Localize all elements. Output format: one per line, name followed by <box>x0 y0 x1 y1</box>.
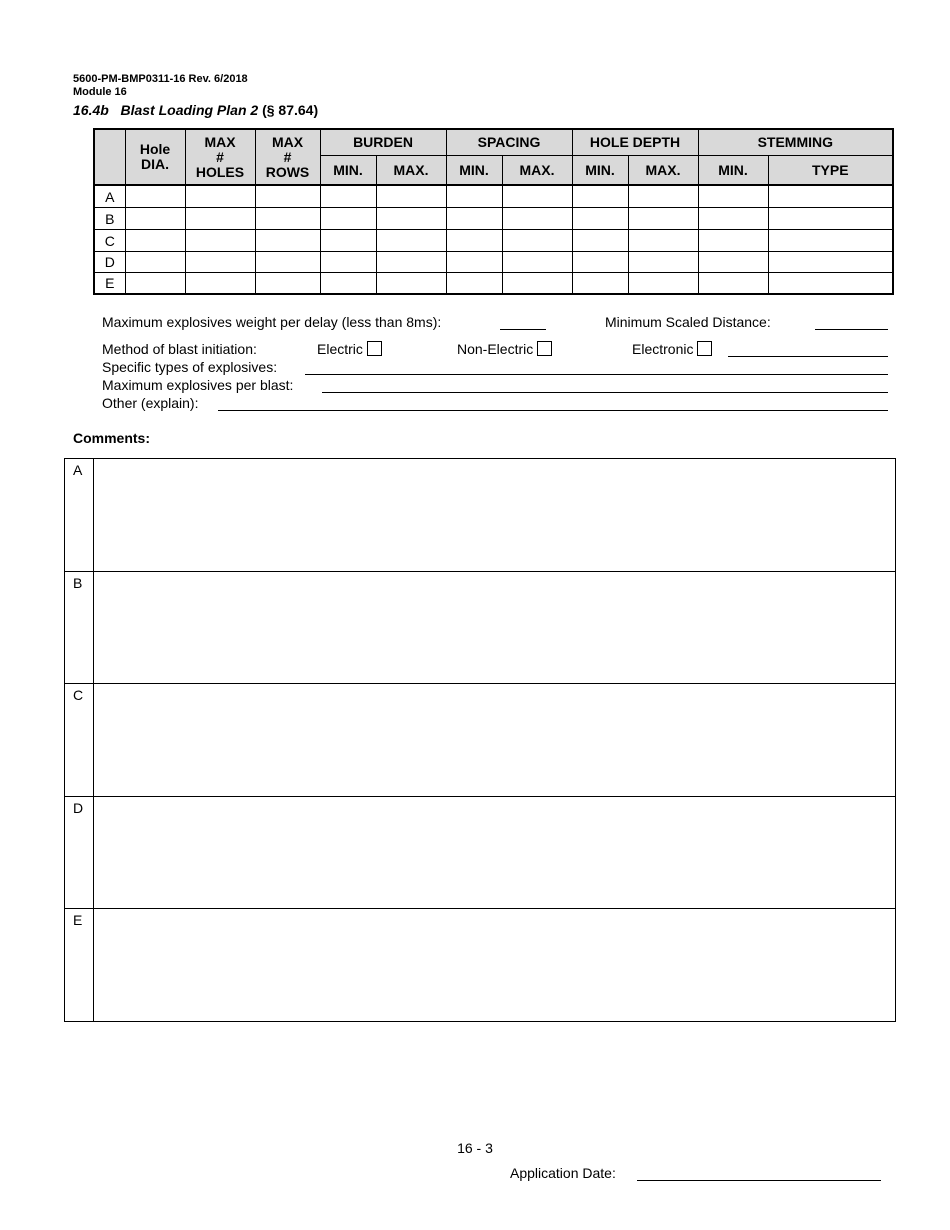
stemming-min-header: MIN. <box>698 156 768 186</box>
table-cell[interactable] <box>255 273 320 295</box>
table-cell[interactable] <box>125 185 185 208</box>
table-cell[interactable] <box>446 230 502 252</box>
table-cell[interactable] <box>768 252 893 273</box>
table-cell[interactable] <box>376 208 446 230</box>
explosive-types-field[interactable] <box>305 374 888 375</box>
table-cell[interactable] <box>698 185 768 208</box>
table-row <box>94 273 893 295</box>
table-row <box>94 230 893 252</box>
burden-header: BURDEN <box>320 129 446 156</box>
table-cell[interactable] <box>185 230 255 252</box>
table-cell[interactable] <box>255 252 320 273</box>
table-cell[interactable] <box>446 185 502 208</box>
table-cell[interactable] <box>502 273 572 295</box>
comment-box[interactable] <box>64 796 896 910</box>
comment-box[interactable] <box>64 571 896 685</box>
row-label: D <box>94 252 125 273</box>
table-cell[interactable] <box>185 273 255 295</box>
spacing-min-header: MIN. <box>446 156 502 186</box>
comment-row-label: A <box>65 459 94 571</box>
table-cell[interactable] <box>376 185 446 208</box>
comment-box[interactable] <box>64 458 896 572</box>
spacing-header: SPACING <box>446 129 572 156</box>
application-date-field[interactable] <box>637 1180 881 1181</box>
electronic-label: Electronic <box>632 341 694 357</box>
header-line: MAX <box>204 133 236 150</box>
table-cell[interactable] <box>502 230 572 252</box>
table-cell[interactable] <box>572 185 628 208</box>
section-title <box>73 101 318 119</box>
table-cell[interactable] <box>125 208 185 230</box>
other-field[interactable] <box>218 410 888 411</box>
table-cell[interactable] <box>502 208 572 230</box>
header-line: DIA. <box>141 156 169 172</box>
hole-depth-header: HOLE DEPTH <box>572 129 698 156</box>
table-cell[interactable] <box>125 252 185 273</box>
table-cell[interactable] <box>628 208 698 230</box>
table-row <box>94 208 893 230</box>
electronic-detail-field[interactable] <box>728 356 888 357</box>
table-cell[interactable] <box>628 185 698 208</box>
table-cell[interactable] <box>376 252 446 273</box>
blast-loading-table <box>93 128 894 295</box>
comment-box[interactable] <box>64 683 896 797</box>
application-date-label: Application Date: <box>510 1165 616 1181</box>
table-cell[interactable] <box>376 273 446 295</box>
row-label: A <box>94 185 125 208</box>
other-label: Other (explain): <box>102 395 199 411</box>
max-weight-field[interactable] <box>500 329 546 330</box>
hole-depth-max-header: MAX. <box>628 156 698 186</box>
electronic-checkbox[interactable] <box>697 341 712 356</box>
table-cell[interactable] <box>768 208 893 230</box>
table-cell[interactable] <box>628 252 698 273</box>
table-cell[interactable] <box>125 273 185 295</box>
header-line: ROWS <box>265 163 310 180</box>
table-cell[interactable] <box>572 273 628 295</box>
max-holes-header <box>185 129 255 185</box>
table-cell[interactable] <box>572 252 628 273</box>
comments-heading: Comments: <box>73 430 151 446</box>
electric-checkbox[interactable] <box>367 341 382 356</box>
non-electric-option[interactable] <box>457 341 552 358</box>
row-label: B <box>94 208 125 230</box>
header-line: MAX <box>271 133 304 150</box>
table-cell[interactable] <box>320 252 376 273</box>
table-cell[interactable] <box>125 230 185 252</box>
row-label: E <box>94 273 125 295</box>
max-per-blast-label: Maximum explosives per blast: <box>102 377 294 393</box>
max-per-blast-field[interactable] <box>322 392 888 393</box>
table-cell[interactable] <box>628 230 698 252</box>
electric-label: Electric <box>317 341 363 357</box>
header-line: Hole <box>139 141 171 157</box>
table-cell[interactable] <box>628 273 698 295</box>
page-number: 16 - 3 <box>457 1140 493 1156</box>
comment-row-label: B <box>65 572 94 684</box>
header-line: # <box>283 148 292 165</box>
comment-row-label: C <box>65 684 94 796</box>
non-electric-checkbox[interactable] <box>537 341 552 356</box>
spacing-max-header: MAX. <box>502 156 572 186</box>
table-cell[interactable] <box>698 273 768 295</box>
table-cell[interactable] <box>698 230 768 252</box>
table-cell[interactable] <box>185 208 255 230</box>
table-cell[interactable] <box>502 185 572 208</box>
table-cell[interactable] <box>572 208 628 230</box>
table-cell[interactable] <box>698 252 768 273</box>
electric-option[interactable] <box>317 341 382 358</box>
section-name: Blast Loading Plan 2 <box>120 102 259 118</box>
hole-depth-min-header: MIN. <box>572 156 628 186</box>
table-cell[interactable] <box>320 230 376 252</box>
explosive-types-label: Specific types of explosives: <box>102 359 278 375</box>
table-cell[interactable] <box>185 185 255 208</box>
table-cell[interactable] <box>768 230 893 252</box>
max-weight-label: Maximum explosives weight per delay (less than 8ms): <box>102 314 442 330</box>
header-line: # <box>216 148 224 165</box>
table-cell[interactable] <box>768 185 893 208</box>
table-cell[interactable] <box>446 252 502 273</box>
table-cell[interactable] <box>320 273 376 295</box>
table-cell[interactable] <box>768 273 893 295</box>
non-electric-label: Non-Electric <box>457 341 534 357</box>
section-number: 16.4b <box>73 102 109 118</box>
table-cell[interactable] <box>255 208 320 230</box>
electronic-option[interactable] <box>632 341 712 358</box>
document-id: 5600-PM-BMP0311-16 Rev. 6/2018 <box>73 73 248 85</box>
table-cell[interactable] <box>320 185 376 208</box>
burden-max-header: MAX. <box>376 156 446 186</box>
min-scaled-distance-label: Minimum Scaled Distance: <box>605 314 771 330</box>
table-cell[interactable] <box>320 208 376 230</box>
stemming-type-header: TYPE <box>768 156 893 186</box>
table-row <box>94 185 893 208</box>
section-reference: (§ 87.64) <box>262 102 319 118</box>
row-label: C <box>94 230 125 252</box>
comment-box[interactable] <box>64 908 896 1022</box>
hole-dia-header <box>125 129 185 185</box>
table-cell[interactable] <box>446 273 502 295</box>
row-label-header <box>94 129 125 185</box>
comment-row-label: D <box>65 797 94 909</box>
table-cell[interactable] <box>446 208 502 230</box>
table-cell[interactable] <box>572 230 628 252</box>
stemming-header: STEMMING <box>698 129 893 156</box>
min-scaled-distance-field[interactable] <box>815 329 888 330</box>
header-line: HOLES <box>195 163 245 180</box>
table-row <box>94 252 893 273</box>
max-rows-header <box>255 129 320 185</box>
module-label: Module 16 <box>73 86 127 98</box>
table-cell[interactable] <box>698 208 768 230</box>
table-cell[interactable] <box>255 185 320 208</box>
table-cell[interactable] <box>185 252 255 273</box>
comment-row-label: E <box>65 909 94 1021</box>
burden-min-header: MIN. <box>320 156 376 186</box>
table-cell[interactable] <box>502 252 572 273</box>
method-label: Method of blast initiation: <box>102 341 257 357</box>
table-cell[interactable] <box>376 230 446 252</box>
table-cell[interactable] <box>255 230 320 252</box>
